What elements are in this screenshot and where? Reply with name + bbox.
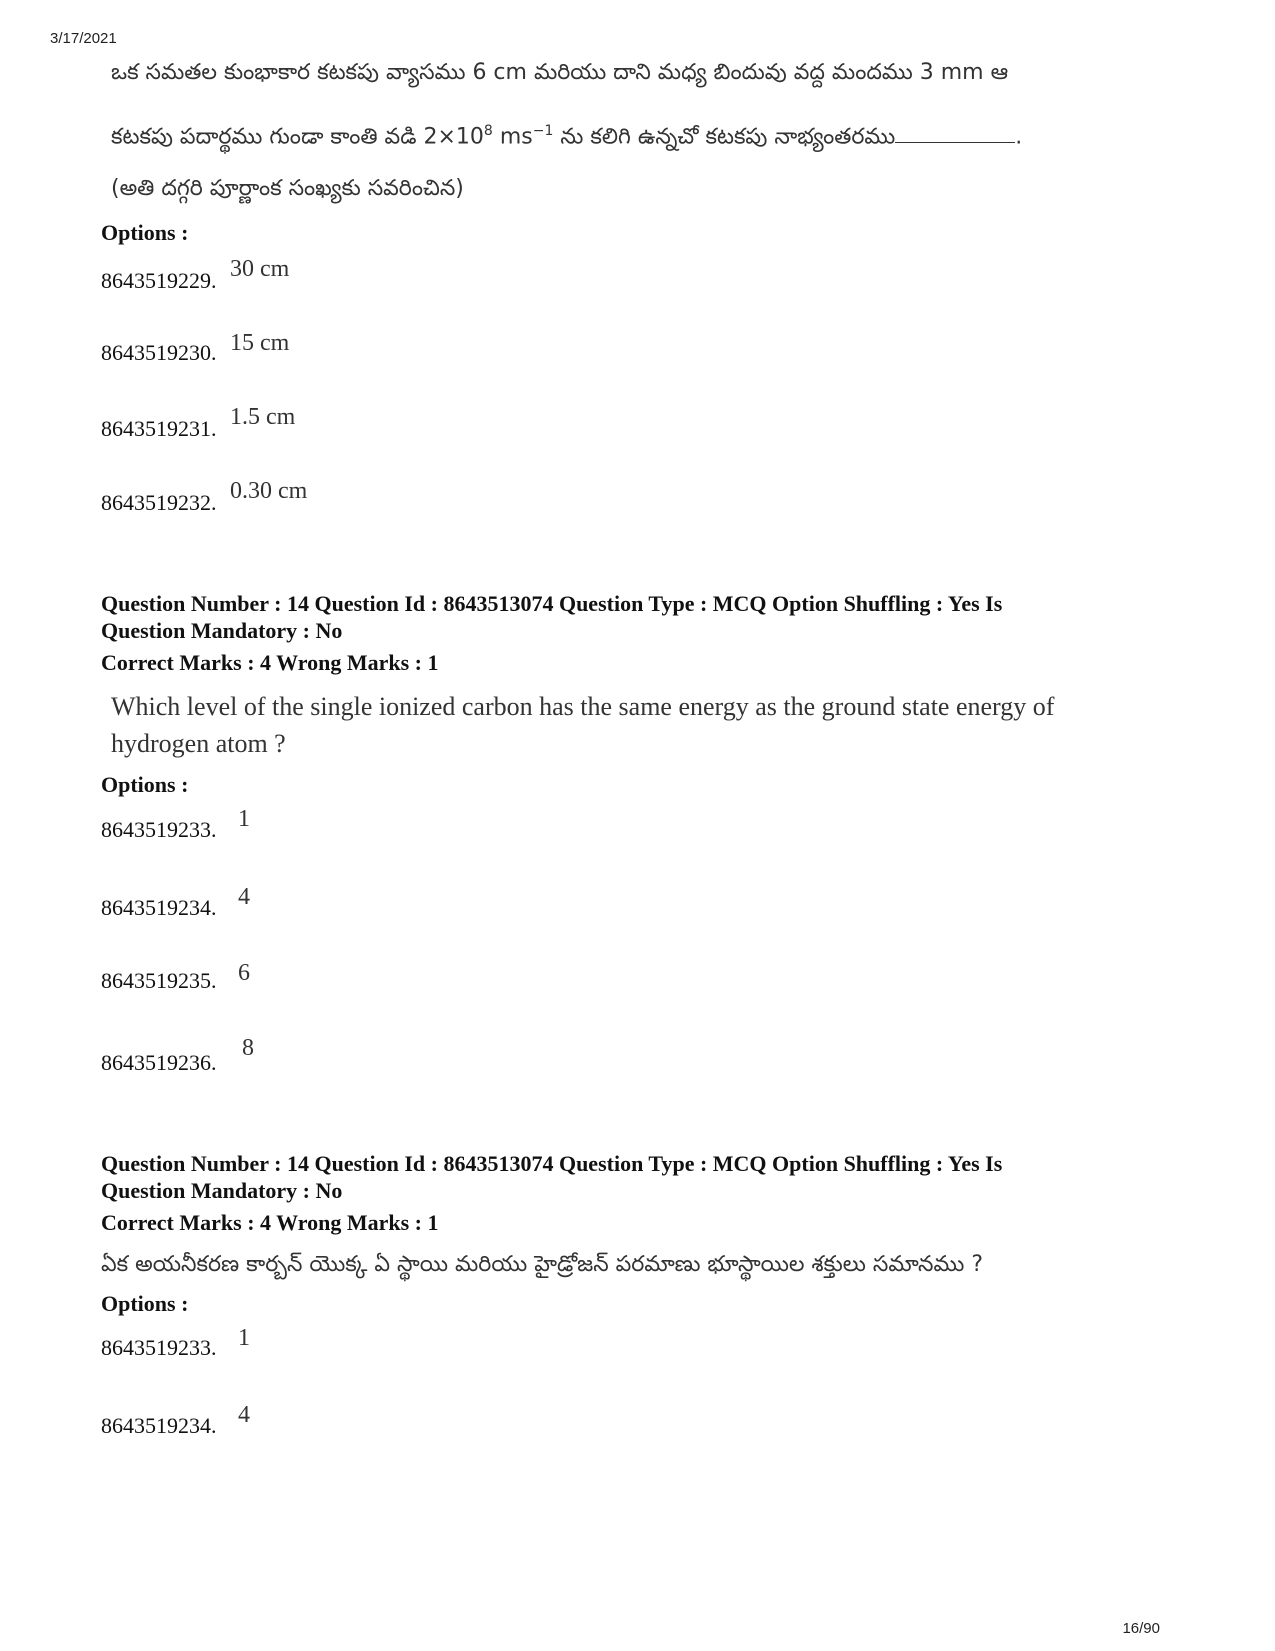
question-text-segment: . — [1015, 124, 1023, 150]
option-id: 8643519235. — [101, 968, 217, 993]
exponent: 8 — [483, 123, 493, 139]
option-id: 8643519229. — [101, 268, 217, 293]
exponent: −1 — [532, 123, 554, 139]
question-meta: Question Number : 14 Question Id : 8643513074 Question Type : MCQ Option Shuffling : Yes Is — [101, 591, 1003, 616]
question-meta: Question Mandatory : No — [101, 1178, 343, 1203]
option-value: 4 — [238, 884, 250, 910]
question-text-line: hydrogen atom ? — [111, 729, 286, 758]
option-id: 8643519233. — [101, 1335, 217, 1360]
question-text-line: (అతి దగ్గరి పూర్ణాంక సంఖ్యకు సవరించిన) — [111, 176, 464, 201]
question-text-line: ఏక అయనీకరణ కార్బన్ యొక్క ఏ స్థాయి మరియు హైడ్రోజన్ పరమాణు భూస్థాయిల శక్తులు సమానము ? — [101, 1252, 984, 1277]
option-value: 1.5 cm — [230, 404, 296, 430]
marks-info: Correct Marks : 4 Wrong Marks : 1 — [101, 1210, 439, 1235]
question-meta: Question Number : 14 Question Id : 8643513074 Question Type : MCQ Option Shuffling : Yes Is — [101, 1151, 1003, 1176]
question-text-segment: ms — [492, 124, 533, 150]
option-id: 8643519233. — [101, 817, 217, 842]
option-id: 8643519234. — [101, 895, 217, 920]
option-value: 6 — [238, 960, 250, 986]
options-label: Options : — [101, 1291, 189, 1316]
option-value: 1 — [238, 1325, 250, 1351]
option-id: 8643519234. — [101, 1413, 217, 1438]
page-number: 16/90 — [1122, 1620, 1160, 1637]
option-id: 8643519231. — [101, 416, 217, 441]
marks-info: Correct Marks : 4 Wrong Marks : 1 — [101, 650, 439, 675]
option-id: 8643519230. — [101, 340, 217, 365]
question-text-segment: కటకపు పదార్థము గుండా కాంతి వడి 2×10 — [111, 124, 484, 150]
option-value: 1 — [238, 806, 250, 832]
option-id: 8643519236. — [101, 1050, 217, 1075]
answer-blank — [895, 142, 1015, 143]
option-value: 0.30 cm — [230, 478, 308, 504]
options-label: Options : — [101, 772, 189, 797]
print-date: 3/17/2021 — [50, 30, 117, 47]
question-text-segment: ను కలిగి ఉన్నచో కటకపు నాభ్యంతరము — [553, 124, 896, 150]
option-value: 30 cm — [230, 256, 290, 282]
question-text-line: Which level of the single ionized carbon has the same energy as the ground state energy of — [111, 692, 1055, 721]
options-label: Options : — [101, 220, 189, 245]
question-text-line — [111, 112, 1022, 156]
question-meta: Question Mandatory : No — [101, 618, 343, 643]
question-text-line: ఒక సమతల కుంభాకార కటకపు వ్యాసము 6 cm మరియు దాని మధ్య బిందువు వద్ద మందము 3 mm ఆ — [111, 60, 1009, 85]
option-value: 8 — [242, 1035, 254, 1061]
option-id: 8643519232. — [101, 490, 217, 515]
option-value: 15 cm — [230, 330, 290, 356]
option-value: 4 — [238, 1402, 250, 1428]
